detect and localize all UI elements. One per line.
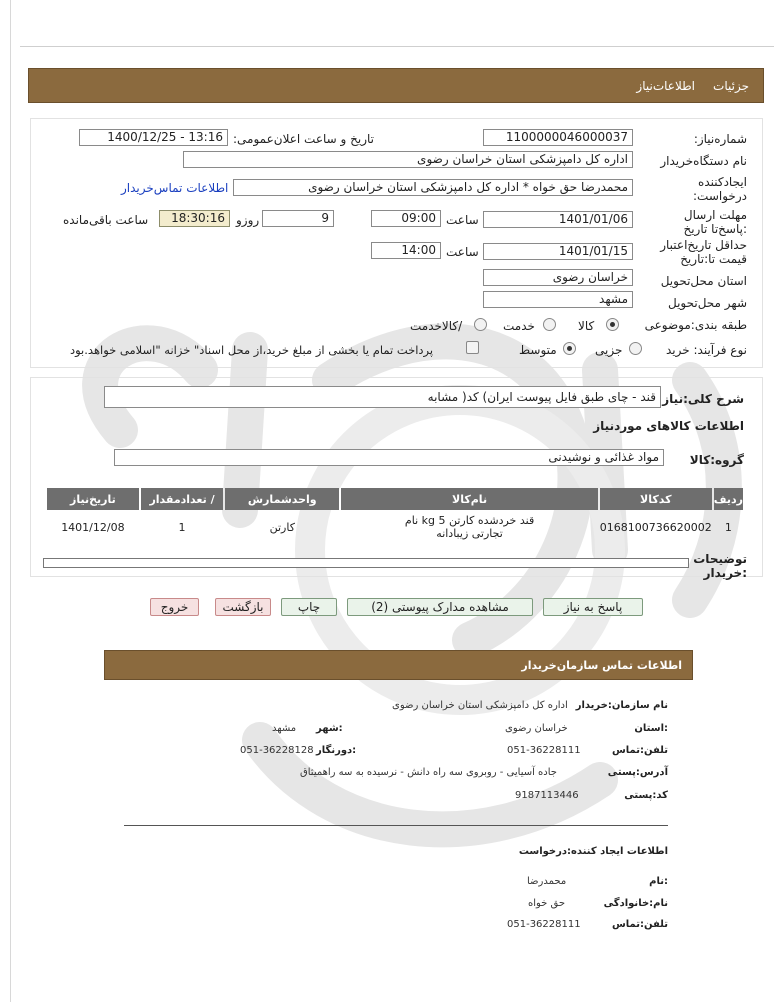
- days-label: روزو: [236, 213, 260, 227]
- requester-family-value: حق خواه: [528, 898, 566, 909]
- contact-city-label: :شهر: [316, 723, 343, 734]
- goods-group-field: مواد غذائی و نوشیدنی: [114, 449, 664, 466]
- org-value: اداره کل دامپزشکی استان خراسان رضوی: [392, 700, 568, 711]
- deadline-label: مهلت ارسال :پاسخ‌تا تاریخ: [683, 208, 747, 236]
- contact-address-value: جاده آسیایی - روبروی سه راه دانش - نرسیده به سه راهمیثاق: [300, 767, 557, 778]
- contact-city-value: مشهد: [272, 723, 297, 734]
- goods-info-title: اطلاعات کالاهای موردنیاز: [593, 419, 744, 433]
- reply-button[interactable]: پاسخ به نیاز: [543, 598, 643, 616]
- col-unit-header: واحدشمارش: [225, 488, 339, 510]
- org-label: نام سازمان:خریدار: [575, 700, 668, 711]
- description-label: شرح کلی:نیاز: [662, 392, 744, 406]
- requester-family-label: نام:خانوادگی: [603, 898, 668, 909]
- top-border: [10, 0, 11, 1002]
- row-code: 0168100736620002: [599, 520, 712, 534]
- province-field[interactable]: خراسان رضوی: [483, 269, 633, 286]
- attachments-button[interactable]: مشاهده مدارک پیوستی (2): [347, 598, 533, 616]
- col-code-header: کدکالا: [600, 488, 712, 510]
- contact-province-label: :استان: [634, 723, 668, 734]
- buyer-label: نام دستگاه‌خریدار: [660, 154, 747, 168]
- requester-name-value: محمدرضا: [527, 876, 567, 887]
- announce-label: تاریخ و ساعت اعلان‌عمومی:: [232, 132, 374, 146]
- header-bar: [28, 68, 764, 103]
- tab-details[interactable]: جزئیات: [713, 79, 749, 93]
- creator-label: ایجادکننده درخواست:: [693, 175, 747, 203]
- category-both-label: /کالاخدمت: [410, 319, 463, 333]
- buyer-notes-label: توضیحات :خریدار: [693, 552, 747, 580]
- row-name: قند خردشده کارتن 5 kg نام تجارتی زیبادانه: [404, 514, 535, 540]
- buyer-notes-field: [43, 558, 689, 568]
- tab-need-info[interactable]: اطلاعات‌نیاز: [636, 79, 695, 93]
- remaining-time: 18:30:16: [159, 210, 230, 227]
- contact-address-label: آدرس:پستی: [607, 767, 668, 778]
- items-table-wrapper: [45, 486, 745, 544]
- contact-fax-value: 051-36228128: [240, 745, 314, 756]
- row-unit: کارتن: [269, 520, 295, 534]
- back-button[interactable]: بازگشت: [215, 598, 271, 616]
- process-partial-radio[interactable]: [629, 342, 642, 355]
- process-medium-label: متوسط: [519, 343, 557, 357]
- deadline-date-field[interactable]: 1401/01/06: [483, 211, 633, 228]
- requester-title: اطلاعات ایجاد کننده:درخواست: [518, 846, 668, 857]
- buyer-contact-link[interactable]: اطلاعات تماس‌خریدار: [121, 181, 229, 195]
- process-partial-label: جزیی: [595, 343, 623, 357]
- contact-title: اطلاعات تماس سازمان‌خریدار: [521, 659, 682, 672]
- col-date-header: تاریخ‌نیاز: [47, 488, 139, 510]
- announce-field[interactable]: 1400/12/25 - 13:16: [79, 129, 228, 146]
- purchase-type-label: نوع فرآیند: خرید: [666, 343, 747, 357]
- creator-field[interactable]: محمدرضا حق خواه * اداره کل دامپزشکی استان خراسان رضوی: [233, 179, 633, 196]
- treasury-payment-checkbox[interactable]: [466, 341, 479, 354]
- contact-postal-value: 9187113446: [515, 790, 579, 801]
- requester-phone-value: 051-36228111: [507, 919, 581, 930]
- goods-group-label: گروه:کالا: [689, 453, 744, 467]
- deadline-time-field[interactable]: 09:00: [371, 210, 441, 227]
- description-field: قند - چای طبق فایل پیوست ایران) کد( مشابه: [104, 386, 661, 408]
- validity-time-label: ساعت: [446, 245, 479, 259]
- exit-button[interactable]: خروج: [150, 598, 199, 616]
- deadline-time-label: ساعت: [446, 213, 479, 227]
- contact-province-value: خراسان رضوی: [505, 723, 568, 734]
- contact-header-bar: [104, 650, 693, 680]
- contact-phone-value: 051-36228111: [507, 745, 581, 756]
- col-row-header: ردیف: [714, 488, 743, 510]
- process-medium-radio[interactable]: [563, 342, 576, 355]
- contact-postal-label: کد:پستی: [624, 790, 668, 801]
- need-number-field[interactable]: 1100000046000037: [483, 129, 633, 146]
- treasury-payment-note: پرداخت تمام یا بخشی از مبلغ خرید،از محل اسناد" خزانه "اسلامی خواهد.بود: [70, 343, 434, 357]
- validity-date-field[interactable]: 1401/01/15: [483, 243, 633, 260]
- items-table: [45, 486, 745, 544]
- row-date: 1401/12/08: [61, 520, 125, 534]
- category-goods-radio[interactable]: [606, 318, 619, 331]
- category-service-radio[interactable]: [543, 318, 556, 331]
- requester-phone-label: تلفن:تماس: [611, 919, 668, 930]
- col-qty-header: / تعدادمقدار: [141, 488, 223, 510]
- province-label: استان محل‌تحویل: [660, 274, 747, 288]
- min-validity-label: حداقل تاریخ‌اعتبار قیمت تا:تاریخ: [660, 238, 747, 266]
- buyer-field[interactable]: اداره کل دامپزشکی استان خراسان رضوی: [183, 151, 633, 168]
- row-index: 1: [724, 520, 732, 534]
- table-row: [47, 512, 743, 542]
- category-goods-label: کالا: [578, 319, 595, 333]
- need-number-label: شماره‌نیاز:: [693, 132, 747, 146]
- category-label: طبقه بندی:موضوعی: [644, 318, 747, 332]
- row-qty: 1: [178, 520, 186, 534]
- contact-fax-label: :دورنگار: [316, 745, 357, 756]
- contact-divider: [124, 825, 668, 826]
- remaining-label: ساعت باقی‌مانده: [63, 213, 149, 227]
- contact-phone-label: تلفن:تماس: [611, 745, 668, 756]
- days-field: 9: [262, 210, 334, 227]
- top-divider: [20, 46, 774, 47]
- category-service-label: خدمت: [503, 319, 535, 333]
- col-name-header: نام‌کالا: [341, 488, 597, 510]
- requester-name-label: :نام: [649, 876, 668, 887]
- validity-time-field[interactable]: 14:00: [371, 242, 441, 259]
- city-field[interactable]: مشهد: [483, 291, 633, 308]
- city-label: شهر محل‌تحویل: [668, 296, 747, 310]
- print-button[interactable]: چاپ: [281, 598, 337, 616]
- category-both-radio[interactable]: [474, 318, 487, 331]
